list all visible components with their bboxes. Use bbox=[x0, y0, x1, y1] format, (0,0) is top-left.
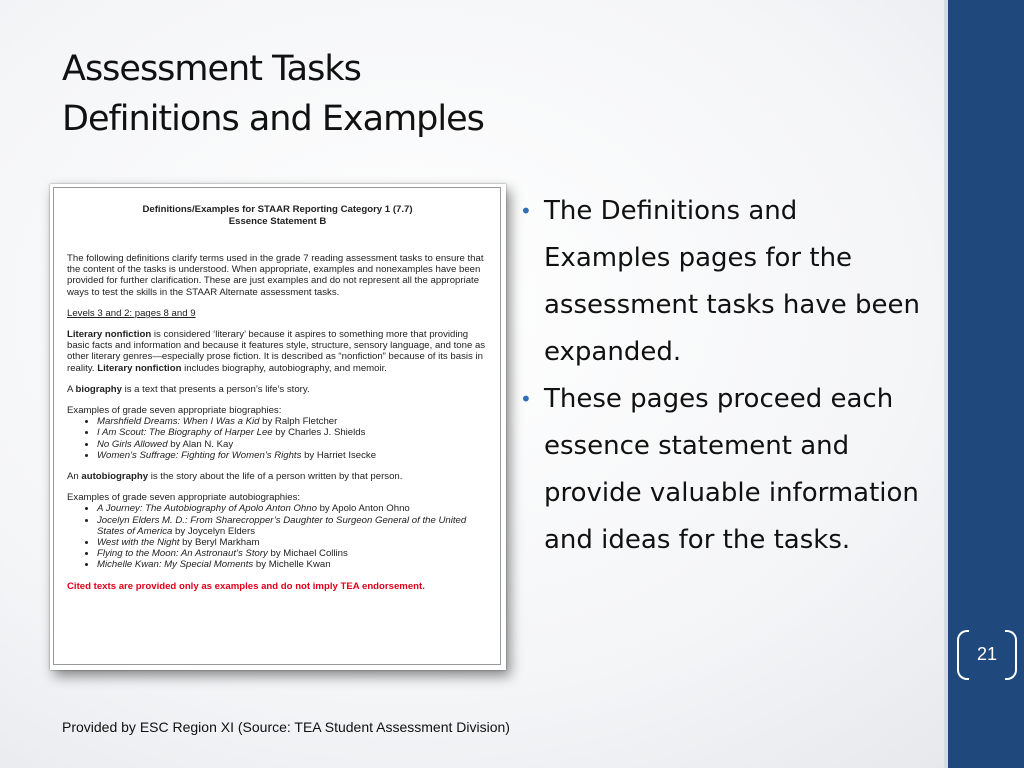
page-number: 21 bbox=[976, 643, 998, 664]
page-number-badge bbox=[957, 630, 1017, 678]
document-header bbox=[67, 204, 488, 227]
title-line-1: Assessment Tasks bbox=[62, 49, 361, 89]
document-biography-def bbox=[67, 384, 488, 395]
term-biography: biography bbox=[75, 383, 122, 395]
list-item bbox=[97, 439, 488, 450]
title-line-2: Definitions and Examples bbox=[62, 99, 484, 139]
book-author: by Ralph Fletcher bbox=[259, 416, 338, 428]
bullet-item-1 bbox=[520, 188, 930, 376]
book-title: I Am Scout: The Biography of Harper Lee bbox=[97, 427, 273, 439]
document-literary-nonfiction bbox=[67, 329, 488, 374]
bullet-dot-icon: • bbox=[520, 387, 532, 411]
book-title: Flying to the Moon: An Astronaut’s Story bbox=[97, 548, 268, 560]
book-title: West with the Night bbox=[97, 537, 180, 549]
book-author: by Joycelyn Elders bbox=[172, 525, 256, 537]
document-levels: Levels 3 and 2: pages 8 and 9 bbox=[67, 307, 196, 319]
slide-footer: Provided by ESC Region XI (Source: TEA Student Assessment Division) bbox=[62, 719, 510, 735]
list-item bbox=[97, 416, 488, 427]
document-intro: The following definitions clarify terms used in the grade 7 reading assessment tasks to ensure that the content of the tasks is understood. When appropriate, examples and nonexamples have been provided for further clarification. These are just examples and do not represent all the appropriate ways to test the skills in the STAAR Alternate assessment tasks. bbox=[67, 253, 484, 298]
book-title: Marshfield Dreams: When I Was a Kid bbox=[97, 416, 260, 428]
bullet-text-1: The Definitions and Examples pages for the assessment tasks have been expanded. bbox=[544, 196, 920, 367]
list-item bbox=[97, 515, 488, 537]
term-literary-nonfiction-2: Literary nonfiction bbox=[97, 362, 182, 374]
book-title: Women’s Suffrage: Fighting for Women’s Rights bbox=[97, 449, 302, 461]
bullet-text-2: These pages proceed each essence statement and provide valuable information and ideas for the tasks. bbox=[544, 384, 919, 555]
literary-text-2: includes biography, autobiography, and memoir. bbox=[181, 362, 387, 374]
list-item bbox=[97, 559, 488, 570]
book-author: by Apolo Anton Ohno bbox=[316, 503, 410, 515]
list-item bbox=[97, 503, 488, 514]
book-author: by Alan N. Kay bbox=[167, 438, 234, 450]
bio-pre: A bbox=[67, 383, 76, 395]
list-item bbox=[97, 450, 488, 461]
book-title: No Girls Allowed bbox=[97, 438, 168, 450]
bullet-item-2 bbox=[520, 376, 930, 564]
book-author: by Michael Collins bbox=[267, 548, 348, 560]
bullet-list bbox=[520, 188, 930, 564]
auto-examples-label: Examples of grade seven appropriate autobiographies: bbox=[67, 492, 301, 504]
book-author: by Charles J. Shields bbox=[272, 427, 366, 439]
literary-text-1: is considered ‘literary’ because it aspires to something more that providing basic facts and information and because it features style, structure, sensory language, and tone as other literary genres—especially prose fiction. It is described as “nonfiction” because of its basis in reality. bbox=[67, 329, 486, 374]
auto-post: is the story about the life of a person written by that person. bbox=[148, 471, 403, 483]
auto-pre: An bbox=[67, 471, 82, 483]
document-autobiography-def bbox=[67, 471, 488, 482]
document-header-line-1: Definitions/Examples for STAAR Reporting Category 1 (7.7) bbox=[142, 204, 413, 215]
term-autobiography: autobiography bbox=[81, 471, 149, 483]
list-item bbox=[97, 548, 488, 559]
book-author: by Harriet Isecke bbox=[301, 449, 377, 461]
document-header-line-2: Essence Statement B bbox=[228, 215, 327, 227]
slide-title bbox=[62, 44, 682, 144]
book-author: by Michelle Kwan bbox=[253, 559, 331, 571]
book-title: Michelle Kwan: My Special Moments bbox=[97, 559, 254, 571]
bullet-dot-icon: • bbox=[520, 199, 532, 223]
book-title: A Journey: The Autobiography of Apolo Anton Ohno bbox=[97, 503, 317, 515]
auto-examples-list bbox=[67, 503, 488, 570]
term-literary-nonfiction: Literary nonfiction bbox=[67, 329, 152, 341]
bio-examples-list bbox=[67, 416, 488, 461]
list-item bbox=[97, 427, 488, 438]
list-item bbox=[97, 537, 488, 548]
left-bracket-icon bbox=[957, 630, 969, 680]
bio-examples-label: Examples of grade seven appropriate biographies: bbox=[67, 405, 282, 417]
bio-post: is a text that presents a person’s life’s story. bbox=[121, 383, 310, 395]
document-thumbnail bbox=[53, 187, 501, 665]
book-title: Jocelyn Elders M. D.: From Sharecropper’s Daughter to Surgeon General of the United States of America bbox=[97, 514, 467, 537]
right-bracket-icon bbox=[1005, 630, 1017, 680]
document-disclaimer: Cited texts are provided only as examples and do not imply TEA endorsement. bbox=[67, 580, 425, 592]
book-author: by Beryl Markham bbox=[179, 537, 260, 549]
